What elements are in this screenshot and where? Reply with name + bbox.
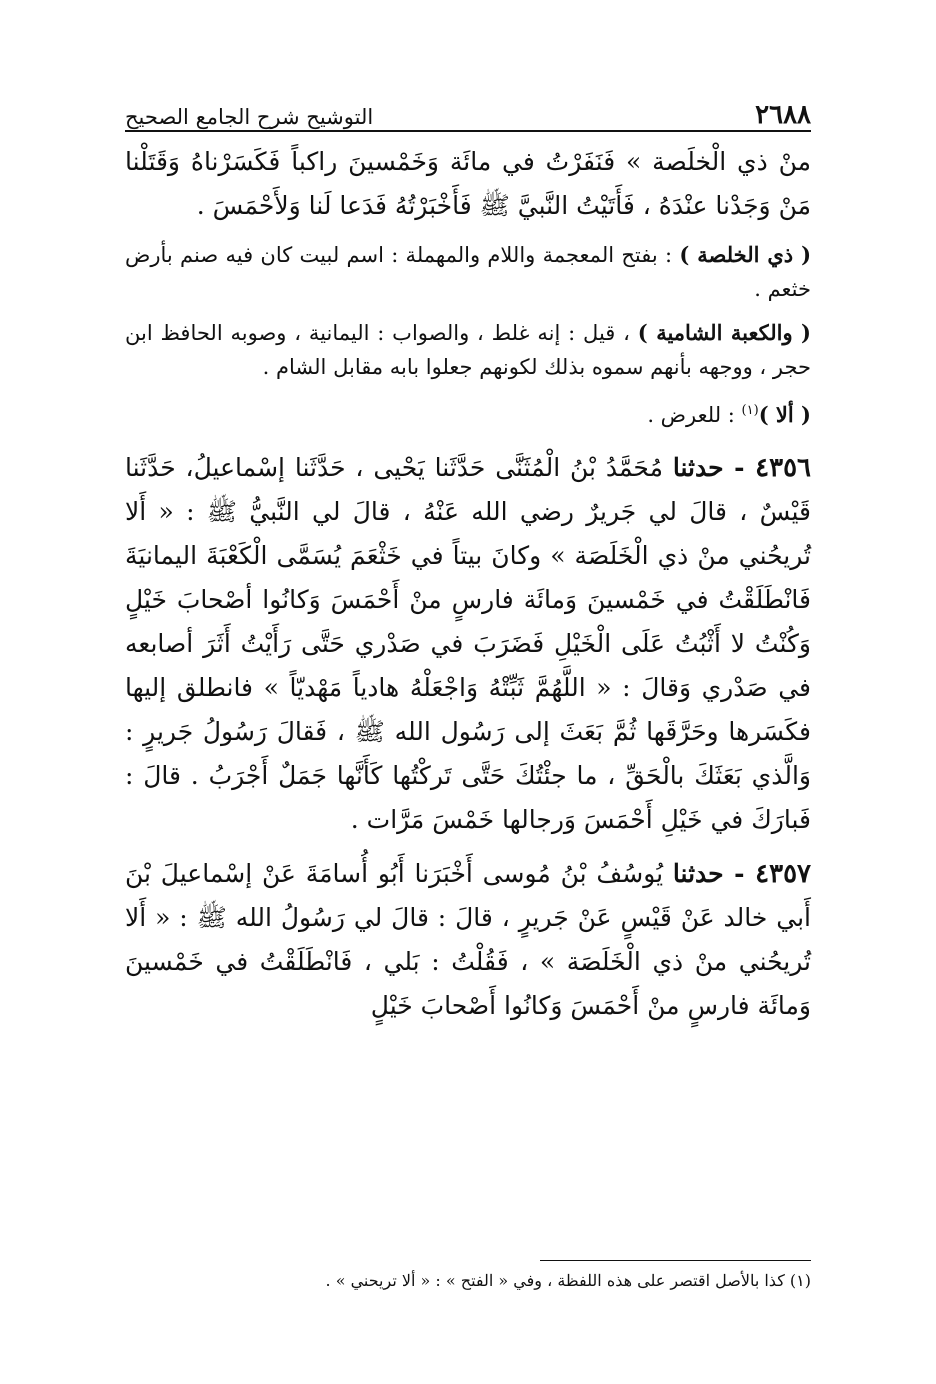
hadith-number: ٤٣٥٧: [755, 859, 811, 889]
hadith-continuation: منْ ذي الْخلَصة » فَنَفَرْتُ في مائَة وَخَمْسينَ راكباً فَكَسَرْناهُ وَقَتَلْنا مَنْ وَجَدْنا عنْدَهُ ، فَأَتَيْتُ النَّبيَّ ﷺ فَأَخْبَرْتُهُ فَدَعا لَنا وَلأَحْمَسَ .: [125, 147, 811, 220]
hadith-text: مُحَمَّدُ بْنُ الْمُثَنَّى حَدَّثَنا يَحْيى ، حَدَّثَنا إسْماعيلُ، حَدَّثَنا قَيْسٌ ، قالَ لي جَريرٌ رضي الله عَنْهُ ، قالَ لي النَّبيُّ ﷺ : « أَلا تُريحُني منْ ذي الْخَلَصَة » وكانَ بيتاً في خَثْعَمَ يُسَمَّى الْكَعْبَةَ اليمانيَةَ فَانْطَلَقْتُ في خَمْسينَ وَمائَة فارسٍ منْ أَحْمَسَ وَكانُوا أصْحابَ خَيْلٍ وَكُنْتُ لا أَثْبُتُ عَلَى الْخَيْلِ فَضَرَبَ في صَدْري حَتَّى رَأَيْتُ أَثَرَ أصابعه في صَدْري وَقالَ : « اللَّهُمَّ ثَبِّتْهُ وَاجْعَلْهُ هادياً مَهْديّاً » فانطلق إليها فكَسَرها وحَرَّقَها ثُمَّ بَعَثَ إلى رَسُول الله ﷺ ، فَقالَ رَسُولُ جَريرٍ : وَالَّذي بَعَثَكَ بالْحَقِّ ، ما جئْتُكَ حَتَّى تَركْتُها كَأَنَّها جَمَلٌ أَجْرَبُ . قالَ : فَبارَكَ في خَيْلِ أَحْمَسَ وَرجالها خَمْسَ مَرَّات .: [125, 453, 811, 834]
commentary-text: : بفتح المعجمة واللام والمهملة : اسم لبيت كان فيه صنم بأرض خثعم .: [125, 243, 811, 301]
page-body: [125, 140, 811, 1028]
commentary-text: : للعرض .: [647, 403, 742, 427]
page-header: [125, 82, 811, 128]
commentary-note-kaaba-shamiya: [125, 316, 811, 384]
footnote-marker: (١): [741, 403, 759, 418]
header-rule: [125, 130, 811, 132]
hadith-lead: - حدثنا: [672, 859, 756, 888]
spacer: [125, 306, 811, 316]
commentary-term: ( ألا ): [758, 402, 811, 427]
footnote: (١) كذا بالأصل اقتصر على هذه اللفظة ، وفي « الفتح » : « ألا تريحني » .: [325, 1271, 811, 1290]
hadith-4356: [125, 446, 811, 842]
commentary-text: ، قيل : إنه غلط ، والصواب : اليمانية ، وصوبه الحافظ ابن حجر ، ووجهه بأنهم سموه بذلك لكونهم جعلوا بابه مقابل الشام .: [125, 321, 811, 379]
commentary-note-dhil-khalasa: [125, 238, 811, 306]
running-title: التوشيح شرح الجامع الصحيح: [125, 105, 374, 129]
spacer: [125, 228, 811, 238]
hadith-number: ٤٣٥٦: [755, 453, 811, 483]
spacer: [125, 432, 811, 446]
commentary-note-ala: [125, 394, 811, 432]
page-number: ٢٦٨٨: [755, 100, 811, 130]
commentary-term: ( ذي الخلصة ): [679, 242, 812, 267]
commentary-term: ( والكعبة الشامية ): [637, 320, 811, 345]
hadith-lead: - حدثنا: [672, 453, 756, 482]
spacer: [125, 384, 811, 394]
spacer: [125, 842, 811, 852]
footnote-rule: [540, 1260, 811, 1261]
hadith-4357: [125, 852, 811, 1028]
hadith-text: يُوسُفُ بْنُ مُوسى أَخْبَرَنا أَبُو أُسامَةَ عَنْ إسْماعيلَ بْنَ أَبي خالد عَنْ قَيْسٍ عَنْ جَريرٍ ، قالَ : قالَ لي رَسُولُ الله ﷺ : « أَلا تُريحُني منْ ذي الْخَلَصَة » ، فَقُلْتُ : بَلي ، فَانْطَلَقْتُ في خَمْسينَ وَمائَة فارسٍ منْ أَحْمَسَ وَكانُوا أَصْحابَ خَيْلٍ: [125, 859, 811, 1020]
